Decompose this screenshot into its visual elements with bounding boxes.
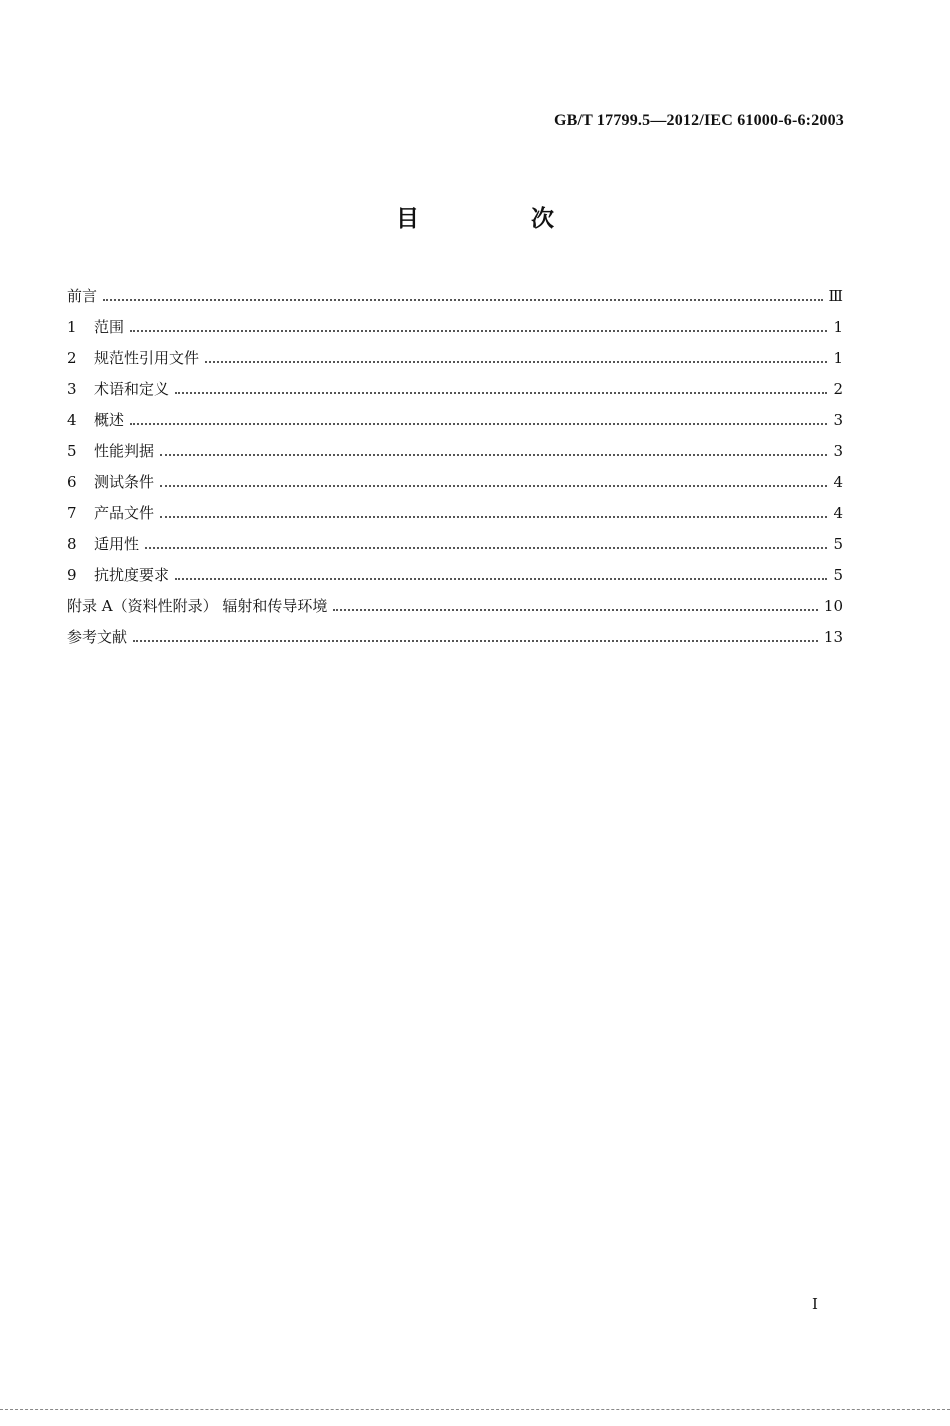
toc-entry-page: 1 (833, 349, 843, 367)
bottom-divider (0, 1409, 950, 1410)
toc-leader-dots (160, 454, 827, 456)
toc-leader-dots (160, 516, 827, 518)
standard-code: GB/T 17799.5—2012/IEC 61000-6-6:2003 (553, 112, 844, 129)
toc-entry-number: 2 (67, 349, 77, 367)
toc-entry-applicability[interactable] (67, 529, 843, 560)
table-of-contents (67, 281, 843, 653)
toc-entry-label: 范围 (94, 318, 125, 336)
toc-entry-label: 前言 (67, 287, 98, 305)
toc-entry-number: 7 (67, 504, 77, 522)
toc-entry-number: 4 (67, 411, 77, 429)
toc-leader-dots (205, 361, 827, 363)
toc-entry-label: 性能判据 (94, 442, 155, 460)
toc-leader-dots (133, 640, 818, 642)
toc-entry-foreword[interactable] (67, 281, 843, 312)
toc-entry-number: 1 (67, 318, 77, 336)
toc-entry-performance-criteria[interactable] (67, 436, 843, 467)
toc-entry-page: 4 (833, 504, 843, 522)
toc-entry-label: 测试条件 (94, 473, 155, 491)
toc-entry-number: 3 (67, 380, 77, 398)
page-title: 目 次 (395, 206, 606, 232)
toc-entry-label: 规范性引用文件 (94, 349, 200, 367)
toc-leader-dots (145, 547, 827, 549)
toc-entry-page: 3 (833, 411, 843, 429)
toc-entry-bibliography[interactable] (67, 622, 843, 653)
toc-entry-terms[interactable] (67, 374, 843, 405)
toc-entry-page: 4 (833, 473, 843, 491)
toc-entry-test-conditions[interactable] (67, 467, 843, 498)
toc-entry-page: 3 (833, 442, 843, 460)
toc-entry-label: 附录 A（资料性附录） 辐射和传导环境 (67, 597, 328, 615)
toc-entry-page: 5 (833, 535, 843, 553)
toc-entry-label: 抗扰度要求 (94, 566, 170, 584)
toc-entry-number: 5 (67, 442, 77, 460)
toc-entry-page: 5 (833, 566, 843, 584)
toc-entry-overview[interactable] (67, 405, 843, 436)
toc-entry-label: 参考文献 (67, 628, 128, 646)
toc-entry-label: 概述 (94, 411, 125, 429)
toc-entry-immunity-requirements[interactable] (67, 560, 843, 591)
toc-entry-label: 产品文件 (94, 504, 155, 522)
toc-entry-page: Ⅲ (828, 287, 843, 305)
toc-entry-scope[interactable] (67, 312, 843, 343)
toc-leader-dots (175, 578, 827, 580)
toc-entry-page: 2 (833, 380, 843, 398)
toc-leader-dots (160, 485, 827, 487)
toc-entry-label: 术语和定义 (94, 380, 170, 398)
toc-leader-dots (333, 609, 818, 611)
toc-leader-dots (175, 392, 827, 394)
toc-leader-dots (130, 423, 827, 425)
toc-entry-page: 13 (823, 628, 843, 646)
toc-entry-page: 1 (833, 318, 843, 336)
toc-entry-annex-a[interactable] (67, 591, 843, 622)
toc-entry-normative-references[interactable] (67, 343, 843, 374)
toc-entry-number: 6 (67, 473, 77, 491)
toc-entry-page: 10 (823, 597, 843, 615)
page-number: I (812, 1295, 818, 1313)
toc-entry-label: 适用性 (94, 535, 140, 553)
toc-leader-dots (130, 330, 827, 332)
toc-leader-dots (103, 299, 823, 301)
toc-entry-number: 9 (67, 566, 77, 584)
toc-entry-number: 8 (67, 535, 77, 553)
toc-entry-product-documentation[interactable] (67, 498, 843, 529)
